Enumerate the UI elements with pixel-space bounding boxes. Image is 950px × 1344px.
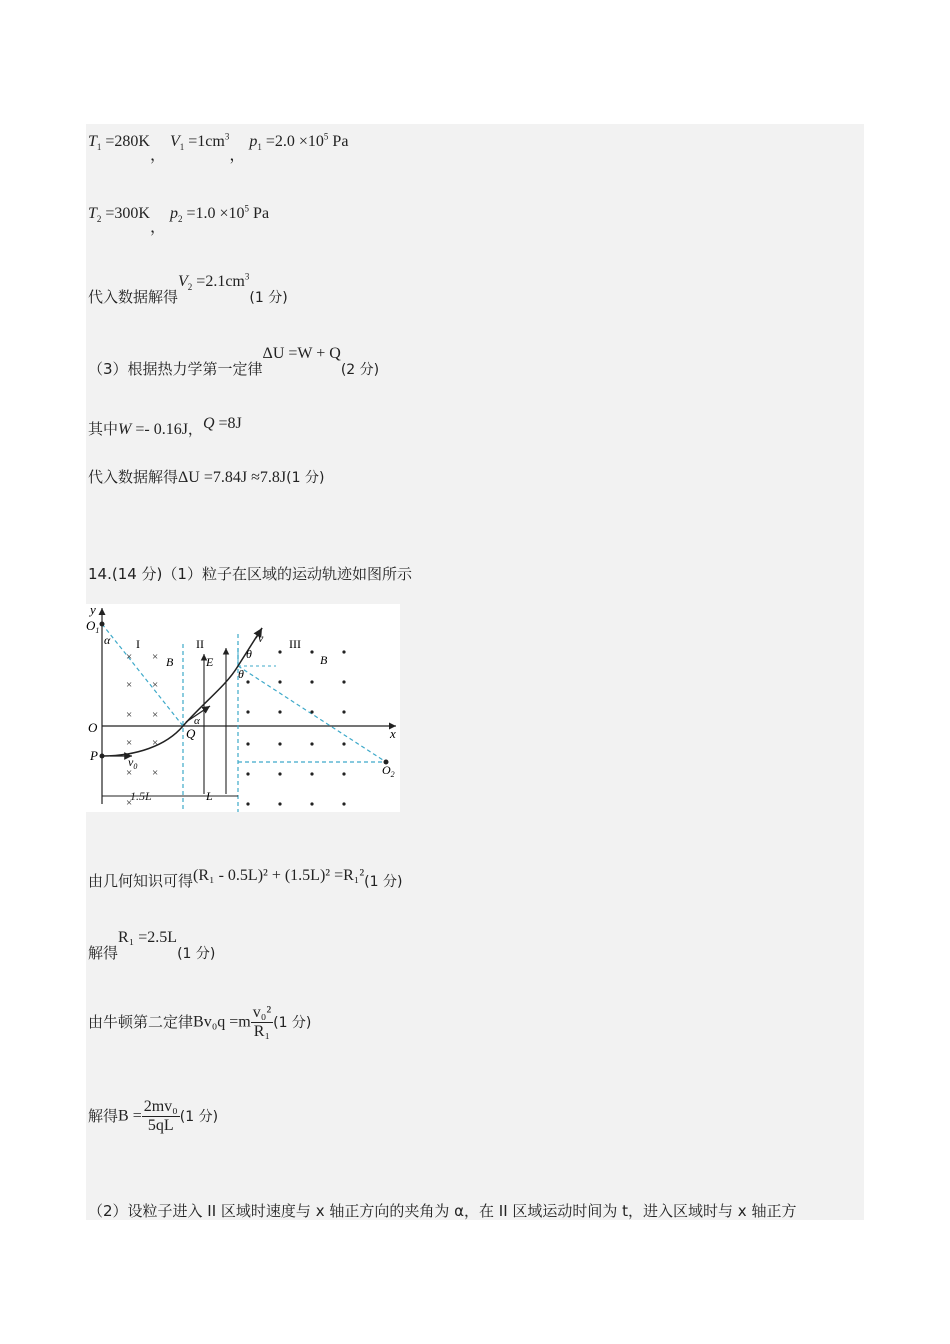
line-t2-p2 xyxy=(88,200,270,236)
symbol: p xyxy=(170,205,178,222)
line-prefix: （3）根据热力学第一定律 xyxy=(88,360,263,378)
line-prefix: 代入数据解得 xyxy=(88,468,179,486)
superscript: 5 xyxy=(323,131,329,142)
subscript: 1 xyxy=(179,142,185,153)
trajectory-diagram xyxy=(86,604,400,812)
value: =1.0 ×10 xyxy=(182,205,245,222)
formula: (R₁ - 0.5L)² + (1.5L)² =R₁² xyxy=(193,867,365,884)
x-axis-label: x xyxy=(390,726,396,741)
part-2-text: （2）设粒子进入 II 区域时速度与 x 轴正方向的夹角为 α，在 II 区域运动时间为 t，进入区域时与 x 轴正方 xyxy=(88,1202,797,1220)
magnetic-field-out-of-page xyxy=(246,650,345,805)
symbol: p xyxy=(249,133,258,150)
v-label: v xyxy=(258,631,264,645)
b-label-left: B xyxy=(166,655,174,669)
svg-text:×: × xyxy=(152,679,159,691)
symbol: W xyxy=(118,421,132,438)
radius-line-1 xyxy=(102,624,183,726)
point-p xyxy=(100,754,105,759)
origin-label: O xyxy=(88,720,98,735)
alpha-label-mid: α xyxy=(194,715,200,727)
value: =2.0 ×10 xyxy=(261,133,324,150)
formula: $V_2 =2.1cm^3$ xyxy=(178,271,250,293)
trajectory-figure xyxy=(86,604,400,812)
subscript: 1 xyxy=(96,142,102,153)
denominator: R₁ xyxy=(253,1023,271,1040)
score-mark: (1 分) xyxy=(273,1015,312,1031)
svg-text:×: × xyxy=(152,651,159,663)
line-prefix: 解得 xyxy=(88,1107,119,1125)
line-question-14 xyxy=(88,563,412,584)
line-delta-u xyxy=(88,466,324,487)
o1-label: $O_1$ xyxy=(86,618,100,635)
score-mark: (1 分) xyxy=(179,1109,219,1125)
line-b-result xyxy=(88,1098,218,1135)
line-t1-v1-p1 xyxy=(88,128,349,164)
p-label: P xyxy=(90,748,98,763)
line-r1-result xyxy=(88,929,216,963)
line-w-q xyxy=(88,415,242,439)
svg-text:×: × xyxy=(126,679,133,691)
formula: ΔU =W + Q xyxy=(262,345,341,362)
value: =300K xyxy=(101,205,150,222)
svg-text:×: × xyxy=(126,797,133,809)
v0-label: $v_0$ xyxy=(128,755,138,771)
svg-text:×: × xyxy=(152,767,159,779)
region-label-3: III xyxy=(289,637,301,651)
formula-lhs: Bv₀q =m xyxy=(193,1013,251,1031)
svg-text:×: × xyxy=(126,737,133,749)
theta-label-mid: θ xyxy=(238,667,244,681)
superscript: 3 xyxy=(224,131,230,142)
symbol: Q xyxy=(202,415,215,432)
svg-text:×: × xyxy=(152,737,159,749)
subscript: 2 xyxy=(96,214,102,225)
unit: Pa xyxy=(328,133,349,150)
symbol: T xyxy=(88,205,97,222)
b-label-right: B xyxy=(320,653,328,667)
line-first-law xyxy=(88,345,380,379)
svg-text:×: × xyxy=(126,767,133,779)
question-heading: 14.(14 分)（1）粒子在区域的运动轨迹如图所示 xyxy=(88,565,412,583)
fraction xyxy=(142,1098,180,1135)
line-v2-result xyxy=(88,271,288,308)
line-prefix: 解得 xyxy=(88,944,119,962)
e-label: E xyxy=(206,655,214,669)
line-prefix: 代入数据解得 xyxy=(88,288,179,306)
line-prefix: 其中 xyxy=(88,420,119,438)
value: =1cm xyxy=(184,133,225,150)
superscript: 5 xyxy=(244,203,250,214)
subscript: 2 xyxy=(178,214,183,225)
q-label: Q xyxy=(186,726,196,741)
line-newton xyxy=(88,1004,311,1041)
formula: ΔU =7.84J ≈7.8J xyxy=(178,469,287,486)
dimension-label-2: L xyxy=(206,789,213,803)
numerator: v₀² xyxy=(252,1004,272,1021)
comma: ， xyxy=(149,219,166,236)
score-mark: (1 分) xyxy=(286,470,325,486)
value: =- 0.16J xyxy=(131,421,188,438)
o2-label: $O_2$ xyxy=(382,763,395,779)
line-part-2 xyxy=(88,1200,796,1221)
svg-text:×: × xyxy=(152,709,159,721)
svg-text:×: × xyxy=(126,709,133,721)
score-mark: (1 分) xyxy=(177,946,216,962)
comma: ， xyxy=(149,147,166,164)
formula: R₁ =2.5L xyxy=(118,929,178,946)
alpha-label-top: α xyxy=(104,633,111,647)
subscript: 1 xyxy=(257,142,262,153)
fraction xyxy=(251,1004,273,1041)
comma: ， xyxy=(229,147,246,164)
numerator: 2mv₀ xyxy=(143,1098,178,1115)
line-prefix: 由几何知识可得 xyxy=(88,872,194,890)
score-mark: (1 分) xyxy=(364,874,403,890)
symbol: T xyxy=(88,133,97,150)
denominator: 5qL xyxy=(147,1117,174,1134)
value: =8J xyxy=(214,415,242,432)
region-label-1: I xyxy=(136,637,140,651)
score-mark: (1 分) xyxy=(249,290,288,306)
svg-text:×: × xyxy=(126,651,133,663)
y-axis-label: y xyxy=(90,604,96,617)
point-o1 xyxy=(100,622,105,627)
line-geometry xyxy=(88,867,403,891)
dimension-label-1: 1.5L xyxy=(130,789,152,803)
region-label-2: II xyxy=(196,637,204,651)
symbol: V xyxy=(170,133,180,150)
formula-lhs: B = xyxy=(118,1107,142,1125)
unit: Pa xyxy=(249,205,270,222)
separator: ， xyxy=(187,420,203,438)
score-mark: (2 分) xyxy=(340,362,380,378)
value: =280K xyxy=(101,133,150,150)
theta-label-top: θ xyxy=(246,647,252,661)
line-prefix: 由牛顿第二定律 xyxy=(88,1013,194,1031)
